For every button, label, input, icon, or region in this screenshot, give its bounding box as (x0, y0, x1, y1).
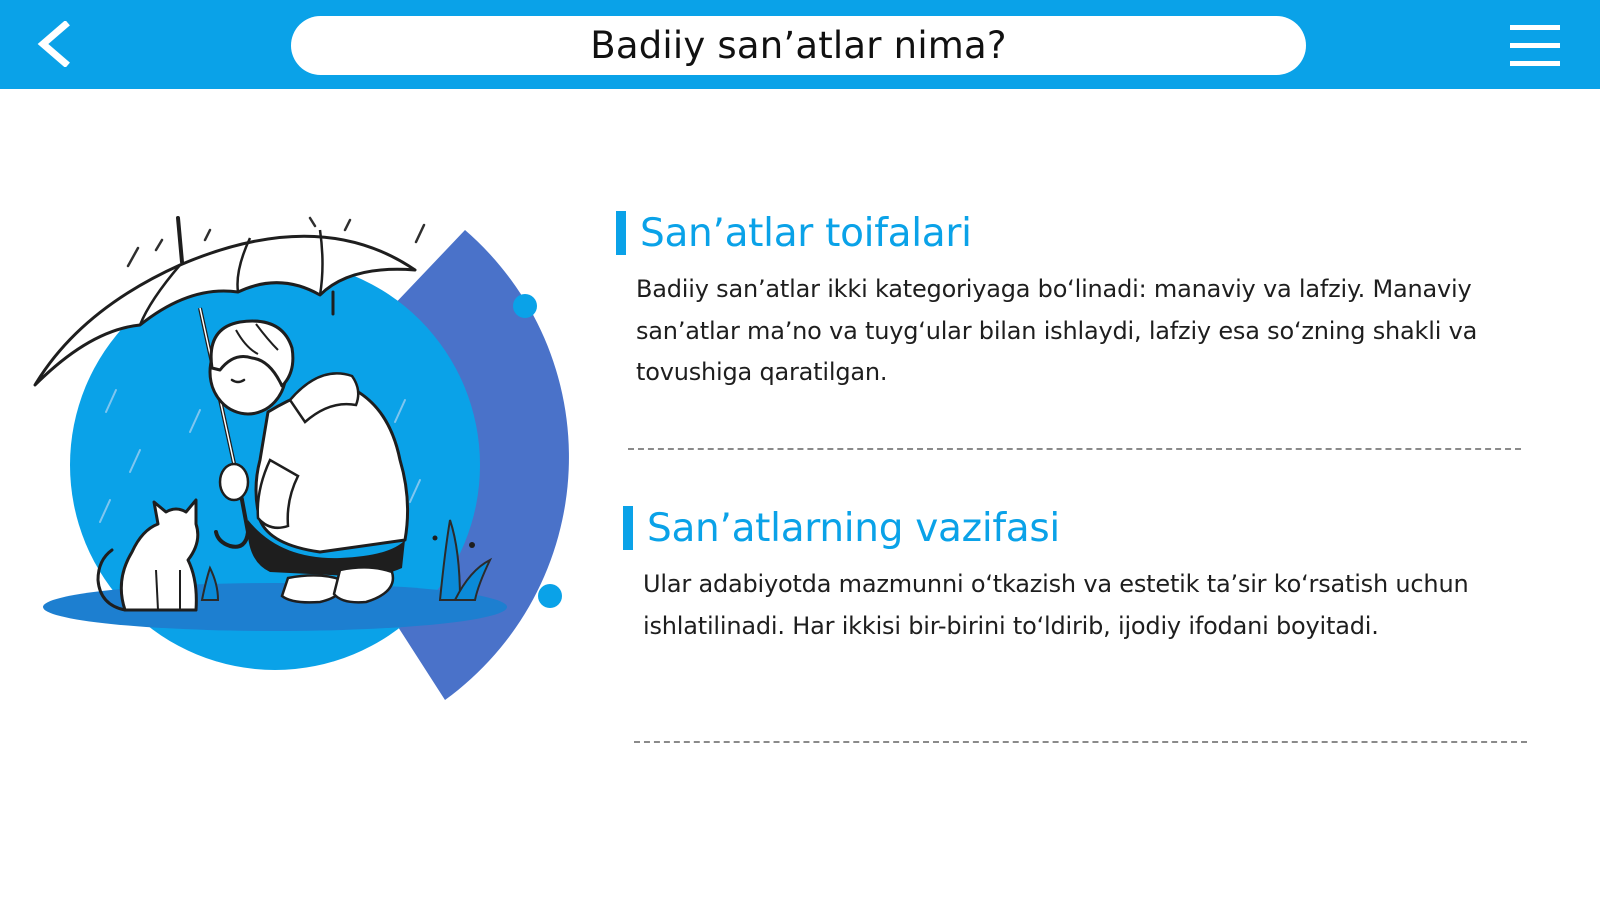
top-bar (0, 0, 1600, 89)
section-function (623, 502, 1543, 647)
back-button[interactable] (26, 18, 82, 70)
section-body-text: Ular adabiyotda mazmunni o‘tkazish va estetik ta’sir ko‘rsatish uchun ishlatilinadi. Har ikkisi bir-birini to‘ldirib, ijodiy ifodani boyitadi. (643, 570, 1469, 640)
hamburger-menu-icon (1510, 23, 1560, 67)
section-heading (616, 207, 1536, 259)
section-heading-text: San’atlar toifalari (640, 210, 972, 256)
menu-button[interactable] (1506, 20, 1564, 70)
title-pill (291, 16, 1306, 75)
section-heading-text: San’atlarning vazifasi (647, 505, 1060, 551)
person-with-umbrella-illustration (20, 200, 590, 720)
heading-accent-bar (623, 506, 633, 550)
chevron-left-icon (31, 21, 77, 67)
section-categories (616, 207, 1536, 394)
section-heading (623, 502, 1543, 554)
section-divider (628, 448, 1521, 450)
heading-accent-bar (616, 211, 626, 255)
section-divider (634, 741, 1527, 743)
section-body-text: Badiiy san’atlar ikki kategoriyaga bo‘linadi: manaviy va lafziy. Manaviy san’atlar ma’no va tuyg‘ular bilan ishlaydi, lafziy esa so‘zning shakli va tovushiga qaratilgan. (636, 275, 1478, 386)
page-title: Badiiy san’atlar nima? (590, 24, 1007, 67)
